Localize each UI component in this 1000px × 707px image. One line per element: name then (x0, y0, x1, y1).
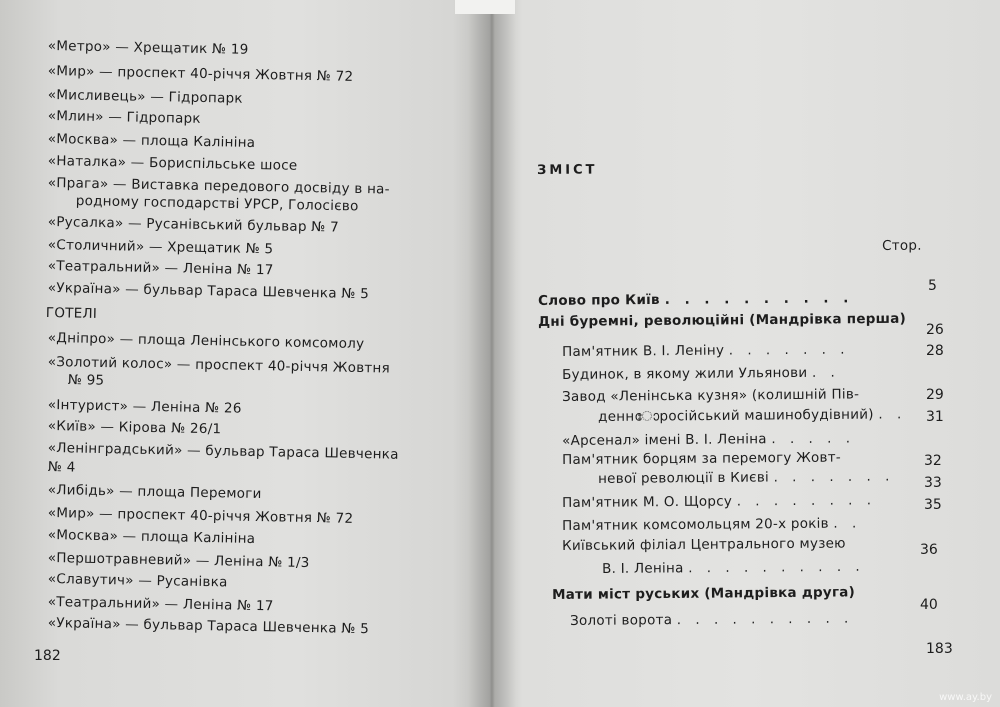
toc-entry: Мати міст руських (Мандрівка друга) (552, 584, 856, 603)
list-item: «Україна» — бульвар Тараса Шевченка № 5 (47, 280, 370, 303)
list-item: «Москва» — площа Калініна (47, 527, 256, 547)
toc-entry: В. І. Леніна . . . . . . . . . . (602, 558, 865, 577)
toc-page: 40 (920, 597, 938, 613)
toc-entry: Завод «Ленінська кузня» (колишній Пів- (562, 386, 860, 405)
list-item: «Славутич» — Русанівка (47, 571, 228, 591)
page-title: ЗМІСТ (537, 162, 598, 178)
list-item: «Мир» — проспект 40-річчя Жовтня № 72 (47, 63, 354, 85)
list-item: «Золотий колос» — проспект 40-річчя Жовтня (47, 354, 391, 377)
list-item: «Інтурист» — Леніна № 26 (47, 397, 242, 417)
list-item: «Либідь» — площа Перемоги (47, 482, 262, 503)
right-page (492, 0, 1000, 707)
list-item: «Наталка» — Бориспільське шосе (47, 153, 298, 174)
list-item: «Млин» — Гідропарк (47, 108, 201, 127)
toc-entry: Будинок, в якому жили Ульянови . . (562, 364, 840, 383)
toc-page: 36 (920, 542, 938, 558)
list-item: «Русалка» — Русанівський бульвар № 7 (47, 214, 340, 236)
list-item: «Дніпро» — площа Ленінського комсомолу (47, 330, 365, 353)
toc-entry: Пам'ятник М. О. Щорсу . . . . . . . . (562, 492, 877, 511)
list-item: «Прага» — Виставка передового досвіду в на- (47, 175, 390, 198)
toc-page: 28 (926, 343, 944, 359)
toc-page: 26 (926, 322, 944, 338)
toc-entry: Дні буремні, революційні (Мандрівка перша) (538, 310, 907, 330)
list-item: «Столичний» — Хрещатик № 5 (47, 237, 274, 258)
list-item: «Ленінградський» — бульвар Тараса Шевченка (47, 440, 399, 463)
toc-entry: Золоті ворота . . . . . . . . . . (570, 610, 854, 629)
list-item: «Україна» — бульвар Тараса Шевченка № 5 (47, 615, 370, 638)
toc-page: 32 (924, 453, 942, 469)
toc-entry: деннോросійський машинобудівний) . . (598, 406, 907, 425)
list-item: «Театральний» — Леніна № 17 (47, 594, 274, 615)
column-label: Стор. (882, 237, 922, 254)
toc-entry: Пам'ятник борцям за перемогу Жовт- (562, 449, 841, 468)
page-number: 182 (34, 648, 61, 664)
list-item: «Мир» — проспект 40-річчя Жовтня № 72 (47, 505, 354, 527)
toc-page: 31 (926, 409, 944, 425)
list-item: «Мисливець» — Гідропарк (47, 87, 243, 107)
gutter-highlight (455, 0, 515, 14)
toc-page: 5 (928, 278, 937, 294)
toc-entry: Пам'ятник комсомольцям 20-х років . . (562, 515, 862, 534)
toc-page: 35 (924, 497, 942, 513)
watermark: www.ay.by (939, 692, 992, 703)
toc-entry: Слово про Київ . . . . . . . . . . (538, 290, 854, 309)
toc-page: 29 (926, 387, 944, 403)
list-item: родному господарстві УРСР, Голосієво (75, 193, 359, 215)
left-page (0, 0, 492, 707)
toc-entry: «Арсенал» імені В. І. Леніна . . . . . (562, 430, 856, 449)
toc-entry: Пам'ятник В. І. Леніну . . . . . . . (562, 341, 850, 360)
list-item: «Театральний» — Леніна № 17 (47, 258, 274, 279)
toc-entry: Київський філіал Центрального музею (562, 535, 846, 554)
hotels-heading: ГОТЕЛІ (45, 305, 98, 322)
toc-page: 33 (924, 475, 942, 491)
list-item: «Першотравневий» — Леніна № 1/3 (47, 550, 310, 572)
list-item: «Москва» — площа Калініна (47, 131, 256, 151)
list-item: «Метро» — Хрещатик № 19 (47, 38, 249, 58)
list-item: «Київ» — Кірова № 26/1 (47, 418, 222, 438)
list-item: № 95 (67, 372, 105, 389)
toc-entry: невої революції в Києві . . . . . . . (598, 468, 895, 487)
page-number: 183 (926, 641, 953, 657)
list-item: № 4 (47, 459, 76, 476)
book-gutter (468, 0, 516, 707)
